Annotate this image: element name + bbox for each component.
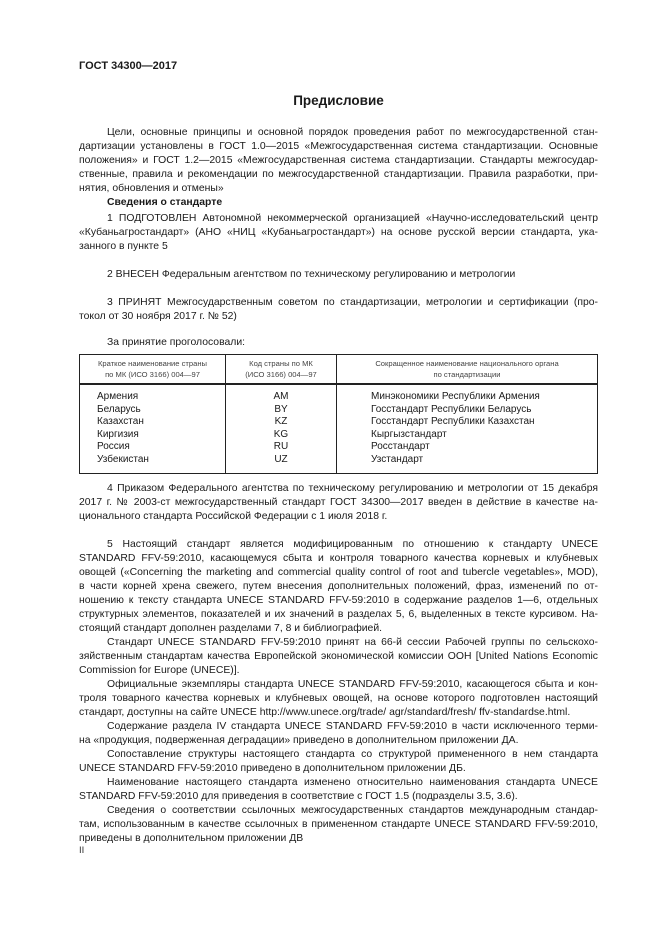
table-row	[80, 441, 598, 454]
text-line: ственные, правила и рекомендации по межгосударственной стандартизации. Правила разработки, при-	[79, 169, 598, 180]
cell-authority: Узстандарт	[337, 454, 598, 473]
cell-code: KZ	[226, 416, 337, 429]
text-line: занного в пункте 5	[79, 241, 168, 252]
text-line: ционального стандарта Российской Федерации с 1 июля 2018 г.	[79, 511, 388, 522]
table-row	[80, 454, 598, 473]
text-line: 2017 г. № 2003-ст межгосударственный стандарт ГОСТ 34300—2017 введен в действие в качестве на-	[79, 497, 598, 508]
text-line: овощей («Concerning the marketing and commercial quality control of root and tubercle vegetables», MOD),	[79, 567, 598, 578]
name-change-paragraph	[79, 776, 598, 804]
text-line: Наименование настоящего стандарта изменено относительно наименования стандарта UNECE	[107, 777, 598, 788]
item-1-paragraph	[79, 212, 598, 254]
text-line: там, использованным в качестве ссылочных в примененном стандарте UNECE STANDARD FFV-59:2010,	[79, 819, 598, 830]
text-line: Цели, основные принципы и основной порядок проведения работ по межгосударственной стан-	[107, 127, 598, 138]
text-line: 2 ВНЕСЕН Федеральным агентством по техническому регулированию и метрологии	[107, 269, 516, 280]
header-line: (ИСО 3166) 004—97	[245, 370, 317, 379]
header-line: по МК (ИСО 3166) 004—97	[105, 370, 200, 379]
official-copies-paragraph	[79, 678, 598, 720]
text-line: зяйственным стандартам качества Европейской экономической комиссии ООН [United Nations Economic	[79, 651, 598, 662]
cell-authority: Минэкономики Республики Армения	[337, 384, 598, 404]
text-line: дартизации установлены в ГОСТ 1.0—2015 «Межгосударственная система стандартизации. Основные	[79, 141, 598, 152]
cell-country: Киргизия	[80, 429, 226, 442]
header-line: Краткое наименование страны	[98, 359, 207, 368]
document-header: ГОСТ 34300—2017	[79, 60, 178, 72]
table-row	[80, 384, 598, 404]
cell-authority: Росстандарт	[337, 441, 598, 454]
cell-code: BY	[226, 404, 337, 417]
text-line: За принятие проголосовали:	[107, 337, 246, 348]
table-row	[80, 416, 598, 429]
text-line: троля товарного качества корневых и клубневых овощей, на основе которого подготовлен настоящий	[79, 693, 598, 704]
text-line: UNECE STANDARD FFV-59:2010 приведено в дополнительном приложении ДБ.	[79, 763, 466, 774]
text-line: на «продукция, подверженная деградации» приведено в дополнительном приложении ДА.	[79, 735, 519, 746]
cell-country: Армения	[80, 384, 226, 404]
header-line: по стандартизации	[433, 370, 501, 379]
page-title: Предисловие	[293, 93, 384, 108]
text-line: STANDARD FFV-59:2010 для приведения в соответствие с ГОСТ 1.5 (подразделы 3.5, 3.6).	[79, 791, 518, 802]
text-line: ношению к тексту стандарта UNECE STANDARD FFV-59:2010 в содержание разделов 1—6, отдельных	[79, 595, 598, 606]
section-subheading: Сведения о стандарте	[107, 197, 223, 208]
text-line: Commission for Europe (UNECE)].	[79, 665, 240, 676]
item-5-paragraph	[79, 538, 598, 636]
cell-authority: Кыргызстандарт	[337, 429, 598, 442]
text-line: 5 Настоящий стандарт является модифицированным по отношению к стандарту UNECE	[107, 539, 598, 550]
cell-code: AM	[226, 384, 337, 404]
cell-code: UZ	[226, 454, 337, 473]
text-line: Содержание раздела IV стандарта UNECE STANDARD FFV-59:2010 в части исключенного терми-	[107, 721, 598, 732]
cell-code: KG	[226, 429, 337, 442]
column-header-country	[80, 355, 226, 385]
text-line: стандарт, доступны на сайте UNECE http://www.unece.org/trade/ agr/standard/fresh/ ffv-standardse.html.	[79, 707, 571, 718]
cell-country: Казахстан	[80, 416, 226, 429]
item-2-paragraph	[79, 268, 598, 282]
table-body	[80, 384, 598, 473]
cell-authority: Госстандарт Республики Казахстан	[337, 416, 598, 429]
text-line: токол от 30 ноября 2017 г. № 52)	[79, 311, 237, 322]
text-line: положения» и ГОСТ 1.2—2015 «Межгосударственная система стандартизации. Стандарты межгосудар-	[79, 155, 598, 166]
text-line: стоящий стандарт дополнен разделами 7, 8 и библиографией.	[79, 623, 383, 634]
header-line: Сокращенное наименование национального органа	[375, 359, 559, 368]
cell-country: Беларусь	[80, 404, 226, 417]
table-row	[80, 404, 598, 417]
cell-country: Россия	[80, 441, 226, 454]
text-line: 1 ПОДГОТОВЛЕН Автономной некоммерческой организацией «Научно-исследовательский центр	[107, 213, 598, 224]
text-line: Сопоставление структуры настоящего стандарта со структурой примененного в нем стандарта	[107, 749, 598, 760]
page-number: II	[79, 845, 85, 856]
item-4-paragraph	[79, 482, 598, 524]
text-line: в части корней хрена свежего, путем внесения дополнительных положений, фраз, изменений по от-	[79, 581, 598, 592]
voting-table	[79, 354, 598, 474]
text-line: Стандарт UNECE STANDARD FFV-59:2010 принят на 66-й сессии Рабочей группы по сельскохо-	[107, 637, 598, 648]
text-line: «Кубаньагростандарт» (АНО «НИЦ «Кубаньагростандарт») на основе русской версии стандарта, ука-	[79, 227, 598, 238]
section-iv-paragraph	[79, 720, 598, 748]
item-3-paragraph	[79, 296, 598, 324]
text-line: Сведения о соответствии ссылочных межгосударственных стандартов международным стандар-	[107, 805, 598, 816]
text-line: STANDARD FFV-59:2010, касающемуся сбыта и контроля товарного качества корневых и клубневых	[79, 553, 598, 564]
header-line: Код страны по МК	[249, 359, 313, 368]
text-line: структурных элементов, показателей и их значений в разделах 5, 6, выделенных в тексте курсивом. На-	[79, 609, 598, 620]
cell-authority: Госстандарт Республики Беларусь	[337, 404, 598, 417]
unece-adoption-paragraph	[79, 636, 598, 678]
text-line: Официальные экземпляры стандарта UNECE STANDARD FFV-59:2010, касающегося сбыта и кон-	[107, 679, 598, 690]
structure-comparison-paragraph	[79, 748, 598, 776]
text-line: 3 ПРИНЯТ Межгосударственным советом по стандартизации, метрологии и сертификации (про-	[107, 297, 598, 308]
vote-label	[79, 336, 598, 350]
references-paragraph	[79, 804, 598, 846]
cell-country: Узбекистан	[80, 454, 226, 473]
column-header-authority	[337, 355, 598, 385]
intro-paragraph	[79, 126, 598, 196]
text-line: 4 Приказом Федерального агентства по техническому регулированию и метрологии от 15 декабря	[107, 483, 598, 494]
column-header-code	[226, 355, 337, 385]
cell-code: RU	[226, 441, 337, 454]
text-line: приведены в дополнительном приложении ДВ	[79, 833, 304, 844]
text-line: нятия, обновления и отмены»	[79, 183, 224, 194]
table-header-row	[80, 355, 598, 385]
table-row	[80, 429, 598, 442]
